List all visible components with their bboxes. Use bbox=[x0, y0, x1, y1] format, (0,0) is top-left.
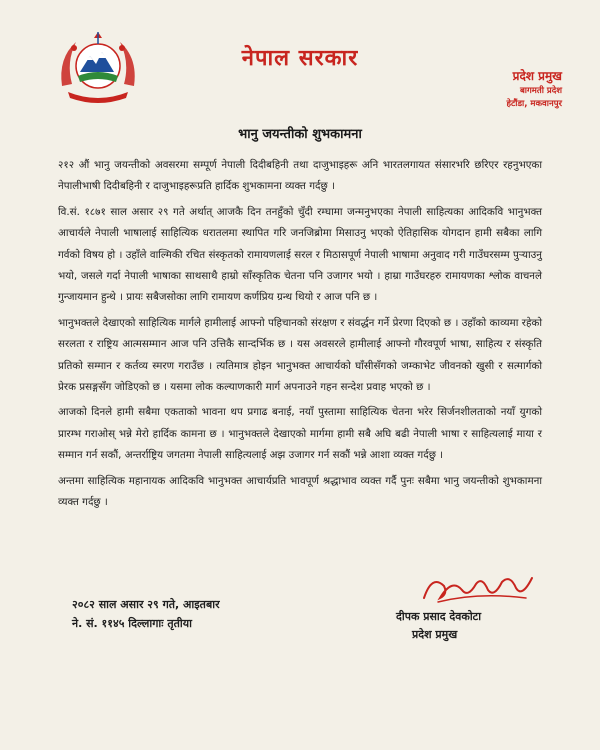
letter-body bbox=[58, 155, 542, 518]
signature-icon bbox=[418, 568, 538, 608]
paragraph: २१२ औं भानु जयन्तीको अवसरमा सम्पूर्ण नेपाली दिदीबहिनी तथा दाजुभाइहरू अनि भारतलगायत संसारभरि छरिएर रहनुभएका नेपालीभाषी दिदीबहिनी र दाजुभाइहरूप्रति हार्दिक शुभकामना व्यक्त गर्दछु । bbox=[58, 159, 542, 193]
government-title: नेपाल सरकार bbox=[241, 46, 359, 71]
paragraph: भानुभक्तले देखाएको साहित्यिक मार्गले हामीलाई आफ्नो पहिचानको संरक्षण र संवर्द्धन गर्ने प्रेरणा दिएको छ । उहाँको काव्यमा रहेको सरलता र राष्ट्रिय आत्मसम्मान आज पनि उत्तिकै सान्दर्भिक छ । यस अवसरले हामीलाई आफ्नो गौरवपूर्ण भाषा, साहित्य र संस्कृति प्रतिको सम्मान र कर्तव्य स्मरण गराउँछ । त्यतिमात्र होइन भानुभक्त आचार्यको घाँसीसँगको जम्काभेट जीवनको खुसी र सत्मार्गको प्रेरक प्रसङ्गसँग जोडिएको छ । यसमा लोक कल्याणकारी मार्ग अपनाउने गहन सन्देश प्रवाह भएको छ । bbox=[58, 316, 542, 394]
signer-title: प्रदेश प्रमुख bbox=[412, 628, 458, 641]
date-bs: २०८२ साल असार २९ गते, आइतबार bbox=[72, 598, 220, 611]
signer-block bbox=[396, 608, 481, 644]
office-title: प्रदेश प्रमुख bbox=[512, 69, 562, 83]
office-block bbox=[507, 68, 563, 111]
signer-name: दीपक प्रसाद देवकोटा bbox=[396, 610, 482, 623]
paragraph: आजको दिनले हामी सबैमा एकताको भावना थप प्रगाढ बनाई, नयाँ पुस्तामा साहित्यिक चेतना भरेर सिर्जनशीलताको नयाँ युगको प्रारम्भ गराओस् भन्ने मेरो हार्दिक कामना छ । भानुभक्तले देखाएको मार्गमा हामी सबै अघि बढी नेपाली भाषा र साहित्यलाई माया र सम्मान गर्न सकौं, अन्तर्राष्ट्रिय जगतमा नेपाली साहित्यलाई अझ उजागर गर्न सकौं भन्ने आशा व्यक्त गर्दछु । bbox=[58, 406, 542, 462]
paragraph: अन्तमा साहित्यिक महानायक आदिकवि भानुभक्त आचार्यप्रति भावपूर्ण श्रद्धाभाव व्यक्त गर्दै पुनः सबैमा भानु जयन्तीको शुभकामना व्यक्त गर्दछु । bbox=[58, 474, 542, 509]
office-location: हेटौंडा, मकवानपुर bbox=[506, 99, 562, 109]
date-block bbox=[72, 595, 220, 633]
office-province: बागमती प्रदेश bbox=[519, 86, 562, 96]
paragraph: वि.सं. १८७१ साल असार २९ गते अर्थात् आजकै दिन तनहुँको चुँदी रम्घामा जन्मनुभएका नेपाली साहित्यका आदिकवि भानुभक्त आचार्यले नेपाली भाषालाई साहित्यिक धरातलमा स्थापित गरि जनजिब्रोमा मिसाउनु भएको ऐतिहासिक योगदान हामी सबैका लागि गर्वको विषय हो । उहाँले वाल्मिकी रचित संस्कृतको रामायणलाई सरल र मिठासपूर्ण नेपाली भाषामा अनुवाद गरी गाउँघरसम्म पुऱ्याउनु भयो, जसले गर्दा नेपाली भाषाका साथसाथै हाम्रो साँस्कृतिक चेतना पनि उजागर भयो । हाम्रा गाउँघरहरु रामायणका श्लोक वाचनले गुन्जायमान हुन्थे । प्रायः सबैजसोका लागि रामायण कर्णप्रिय ग्रन्थ थियो र आज पनि छ । bbox=[58, 205, 542, 304]
letter-heading: भानु जयन्तीको शुभकामना bbox=[238, 127, 362, 142]
date-ns: ने. सं. ११४५ दिल्लागाः तृतीया bbox=[72, 617, 192, 630]
